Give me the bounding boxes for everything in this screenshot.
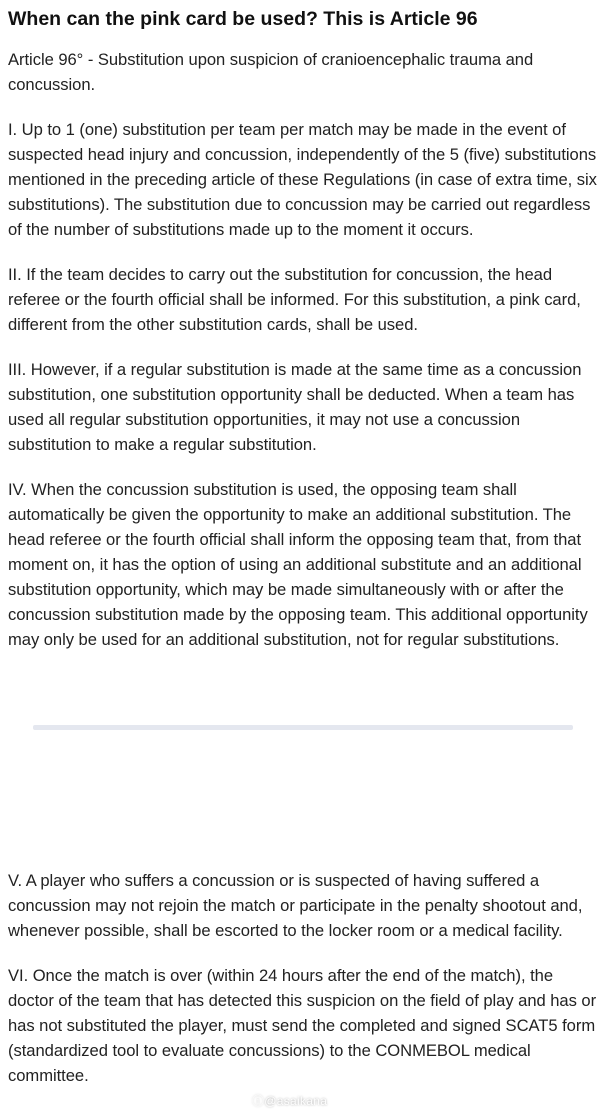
watermark-text: ⓘ@asaikana xyxy=(252,1094,328,1108)
article-heading: Article 96° - Substitution upon suspicion of cranioencephalic trauma and concussion. xyxy=(8,50,534,94)
paragraph-2: II. If the team decides to carry out the substitution for concussion, the head referee or the fourth official shall be informed. For this substitution, a pink card, different from the other substitution cards, shall be used. xyxy=(8,265,581,334)
paragraph-1: I. Up to 1 (one) substitution per team per match may be made in the event of suspected head injury and concussion, independently of the 5 (five) substitutions mentioned in the preceding article of these Regulations (in case of extra time, six substitutions). The substitution due to concussion may be carried out regardless of the number of substitutions made up to the moment it occurs. xyxy=(8,120,597,239)
paragraph-5: V. A player who suffers a concussion or is suspected of having suffered a concussion may not rejoin the match or participate in the penalty shootout and, whenever possible, shall be escorted to the locker room or a medical facility. xyxy=(8,871,583,940)
paragraph-3: III. However, if a regular substitution is made at the same time as a concussion substitution, one substitution opportunity shall be deducted. When a team has used all regular substitution opportunities, it may not use a concussion substitution to make a regular substitution. xyxy=(8,360,582,454)
article-title: When can the pink card be used? This is Article 96 xyxy=(8,8,478,30)
article-body-continued xyxy=(8,868,598,1088)
paragraph-4: IV. When the concussion substitution is used, the opposing team shall automatically be given the opportunity to make an additional substitution. The head referee or the fourth official shall inform the opposing team that, from that moment on, it has the option of using an additional substitute and an additional substitution opportunity, which may be made simultaneously with or after the concussion substitution made by the opposing team. This additional opportunity may only be used for an additional substitution, not for regular substitutions. xyxy=(8,480,588,649)
article-body xyxy=(8,0,598,652)
paragraph-6: VI. Once the match is over (within 24 hours after the end of the match), the doctor of the team that has detected this suspicion on the field of play and has or has not substituted the player, must send the completed and signed SCAT5 form (standardized tool to evaluate concussions) to the CONMEBOL medical committee. xyxy=(8,966,597,1085)
section-divider xyxy=(33,725,573,730)
